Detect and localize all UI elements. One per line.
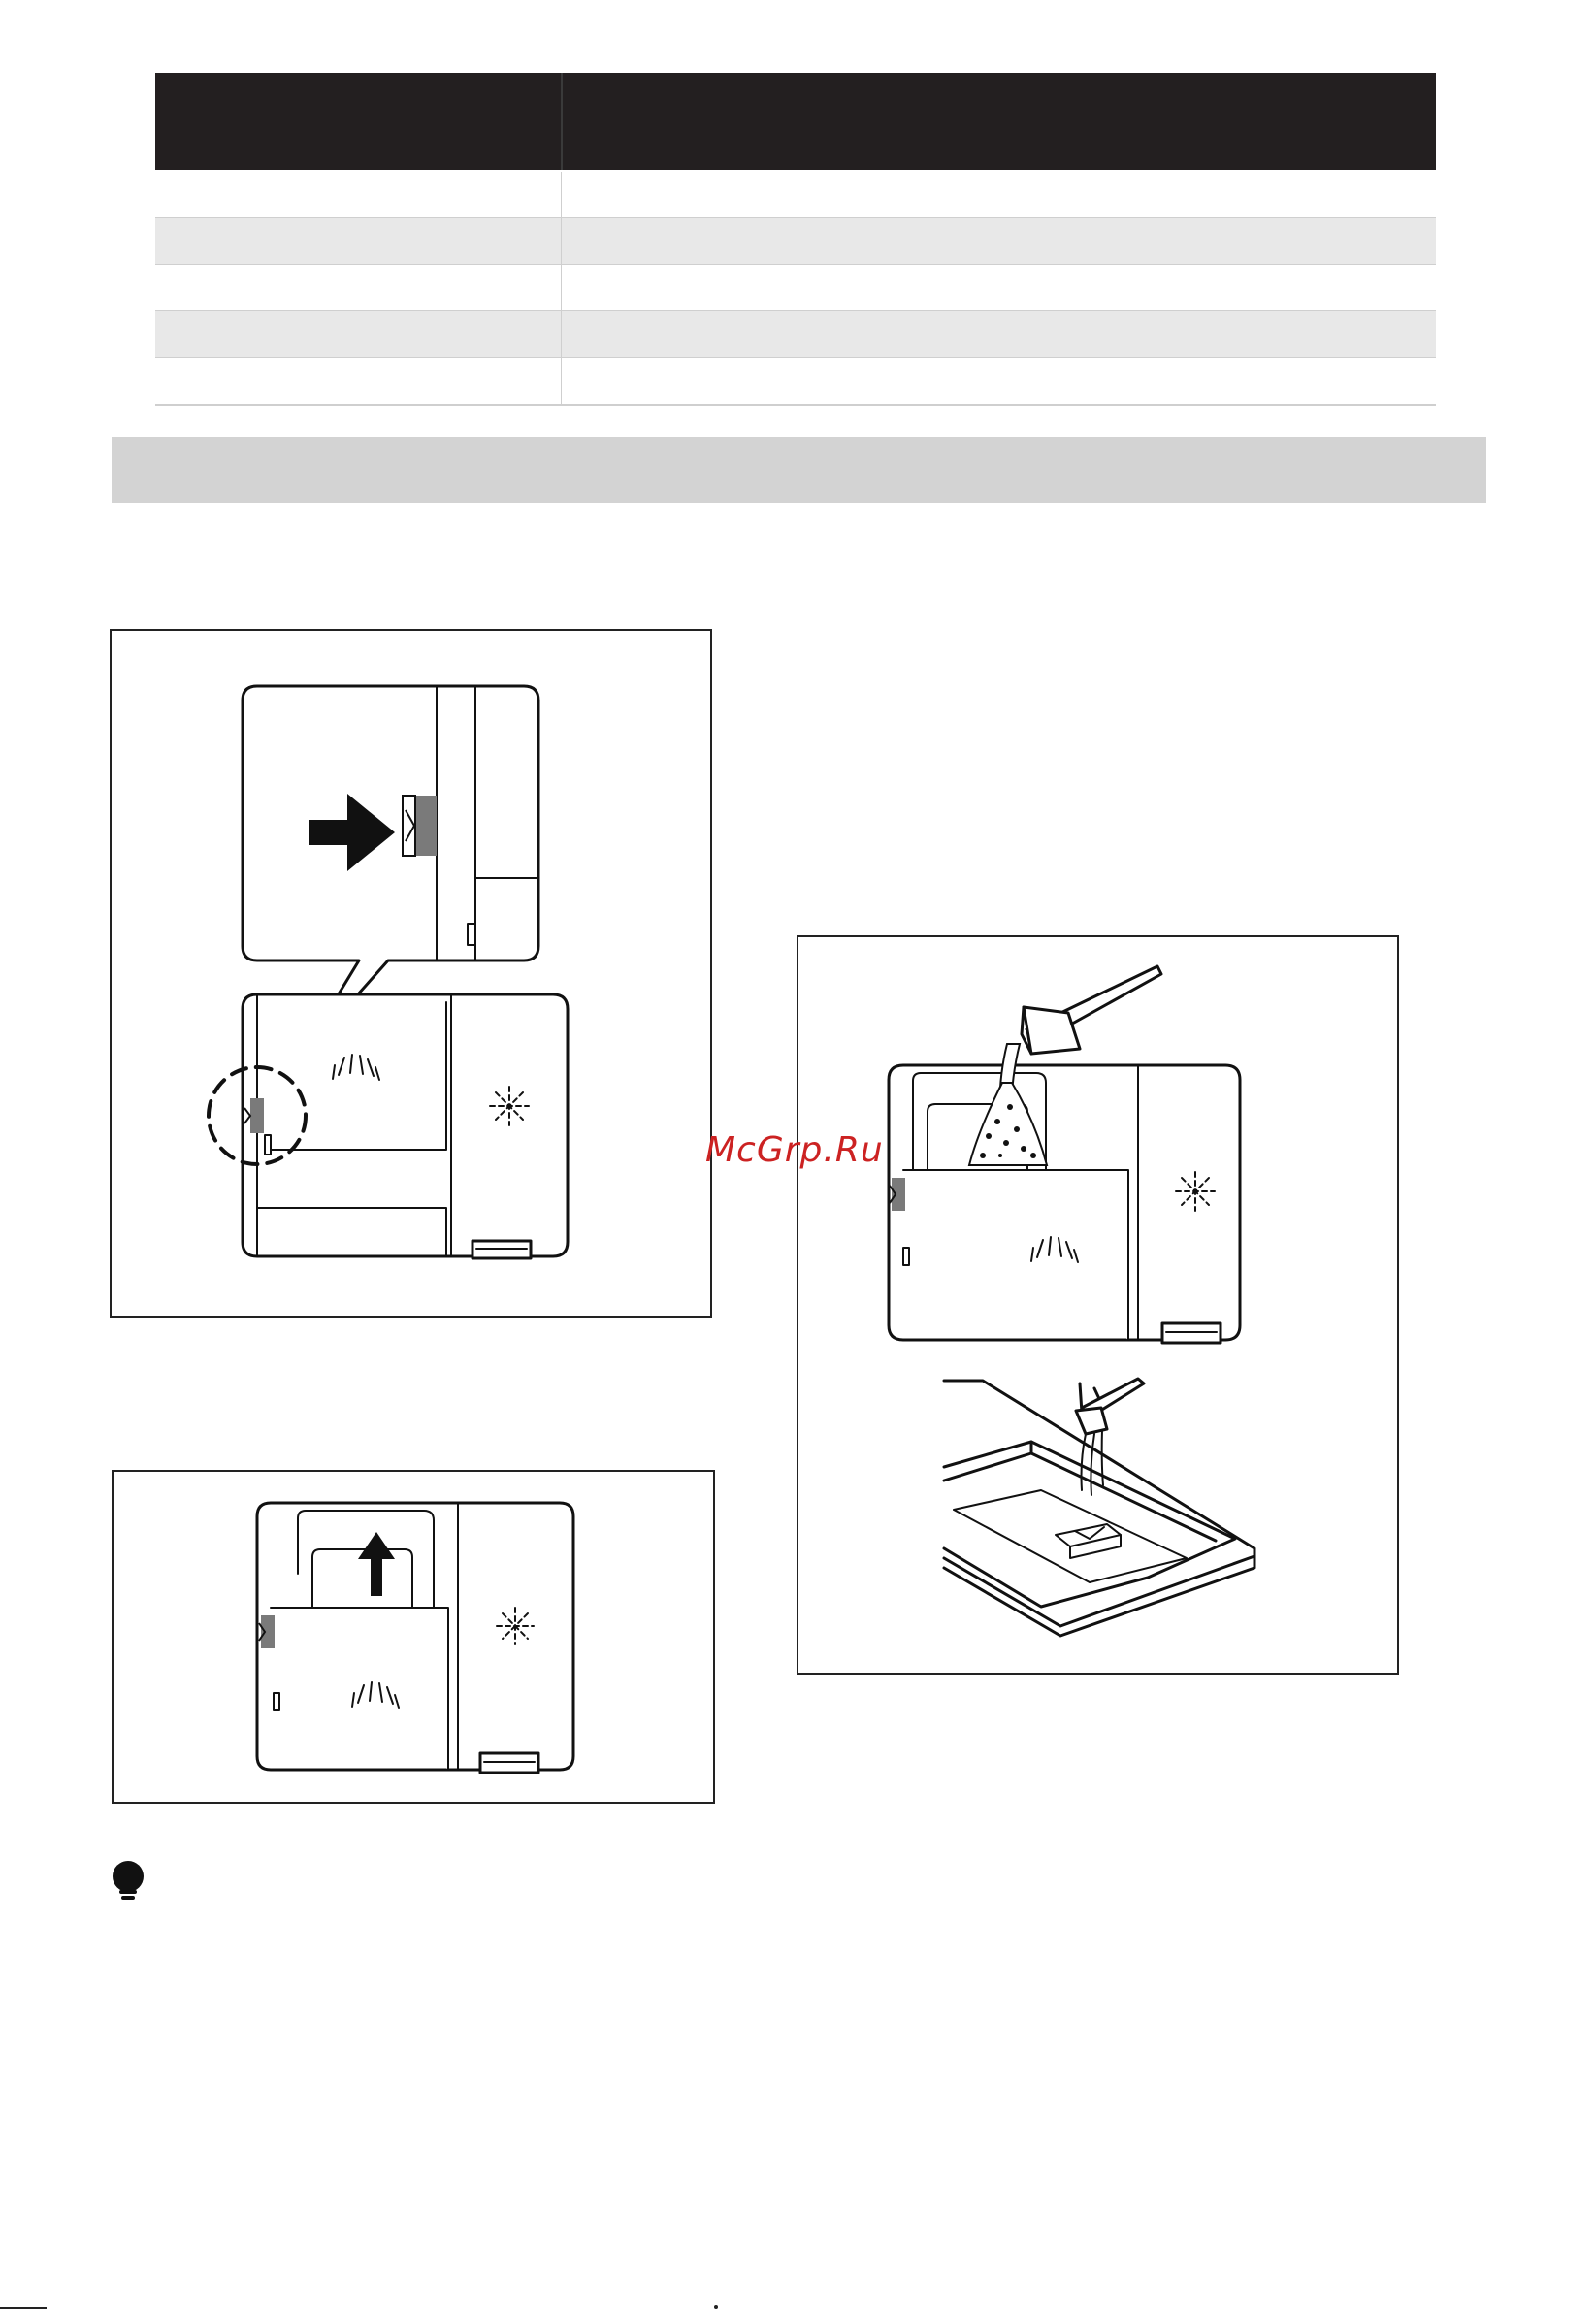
table-bottom-rule — [155, 404, 1436, 406]
rinse-aid-sparkle-icon — [497, 1608, 534, 1644]
table-header — [155, 73, 1436, 170]
table-row — [155, 358, 1436, 405]
section-heading-bar — [112, 437, 1486, 503]
watermark: McGrp.Ru — [705, 1130, 884, 1170]
measuring-scoop-icon — [1022, 966, 1161, 1054]
table-row — [155, 218, 1436, 265]
table-row — [155, 311, 1436, 358]
figure-add-detergent — [797, 935, 1399, 1675]
figure-release-catch — [110, 629, 712, 1318]
footer-rule — [0, 2307, 47, 2309]
table-row — [155, 265, 1436, 311]
lightbulb-icon — [111, 1861, 146, 1902]
figure-close-lid — [112, 1470, 715, 1804]
table-header-divider — [561, 73, 563, 170]
footer-mark — [714, 2305, 718, 2309]
table-row — [155, 172, 1436, 218]
